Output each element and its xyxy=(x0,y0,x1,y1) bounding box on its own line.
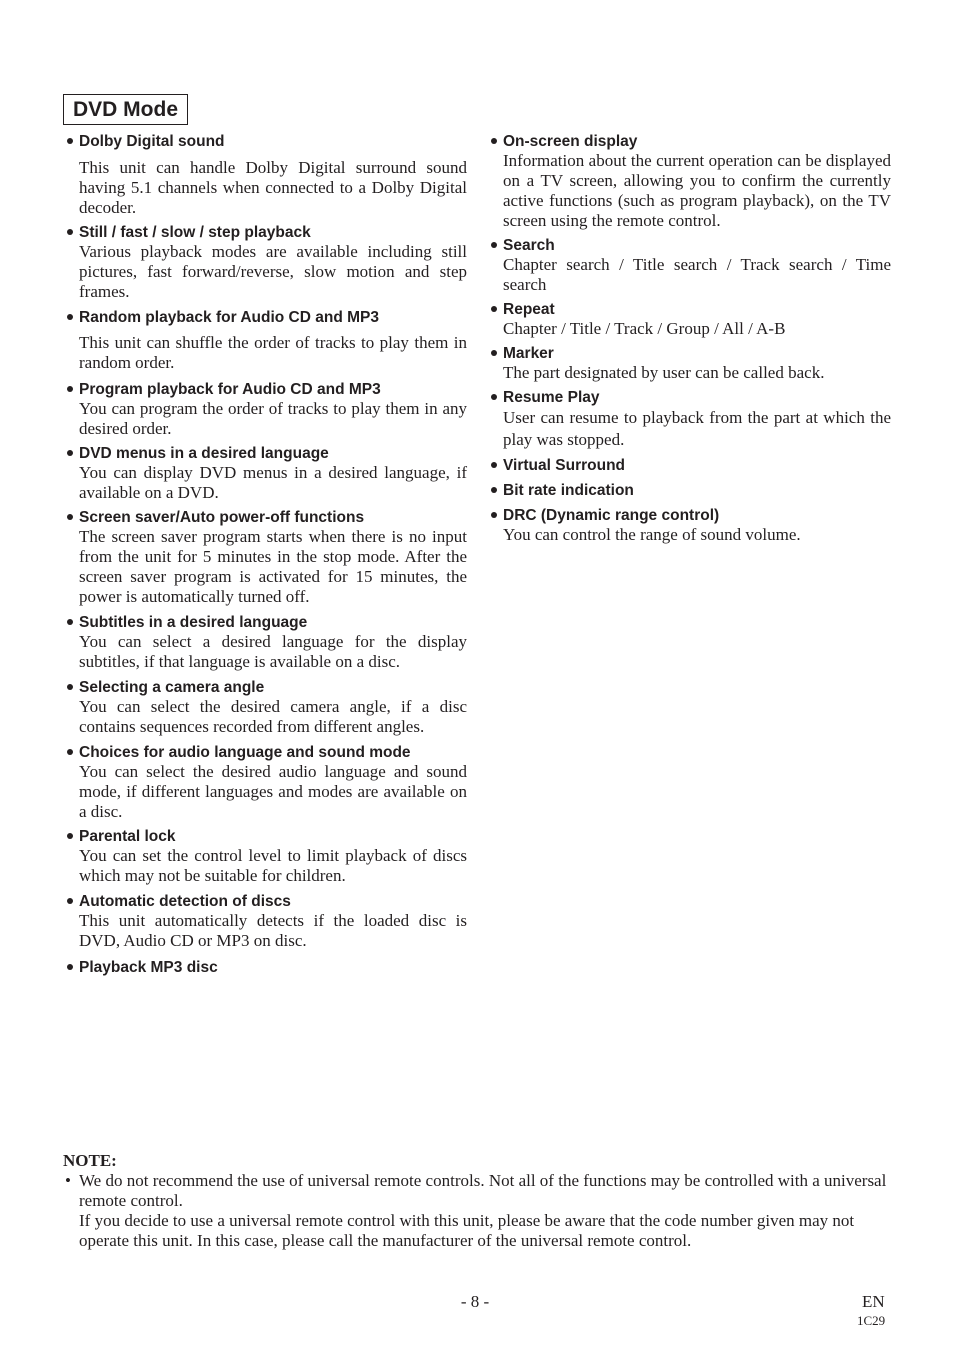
bullet-icon xyxy=(491,487,497,493)
feature-description: You can select the desired camera angle, if a disc contains sequences recorded from different angles. xyxy=(79,697,467,736)
feature-heading: DRC (Dynamic range control) xyxy=(503,507,720,524)
feature-item xyxy=(63,445,467,503)
bullet-icon xyxy=(491,138,497,144)
note-paragraph: We do not recommend the use of universal remote controls. Not all of the functions may be controlled with a universal remote control. xyxy=(79,1171,887,1210)
feature-description: This unit can handle Dolby Digital surround sound having 5.1 channels when connected to a Dolby Digital decoder. xyxy=(79,158,467,217)
right-feature-column xyxy=(487,133,891,545)
feature-heading: Repeat xyxy=(503,301,555,318)
feature-heading: Bit rate indication xyxy=(503,482,634,499)
feature-description: The part designated by user can be called back. xyxy=(503,363,825,382)
feature-item xyxy=(63,509,467,607)
page-number: - 8 - xyxy=(460,1292,490,1311)
left-feature-column xyxy=(63,133,467,977)
language-code: EN xyxy=(862,1292,885,1311)
bullet-icon xyxy=(491,462,497,468)
bullet-icon xyxy=(67,386,73,392)
note-title: NOTE: xyxy=(63,1151,117,1170)
feature-item xyxy=(487,345,891,383)
feature-item xyxy=(63,381,467,439)
note-paragraph: If you decide to use a universal remote control with this unit, please be aware that the code number given may not operate this unit. In this case, please call the manufacturer of the universal remote control. xyxy=(79,1211,855,1250)
feature-description: This unit automatically detects if the loaded disc is DVD, Audio CD or MP3 on disc. xyxy=(79,911,467,950)
feature-heading: Dolby Digital sound xyxy=(79,133,225,150)
feature-item xyxy=(487,482,891,500)
feature-item xyxy=(63,744,467,822)
feature-item xyxy=(487,237,891,295)
feature-heading: Parental lock xyxy=(79,828,176,845)
feature-item xyxy=(487,133,891,231)
bullet-icon xyxy=(67,964,73,970)
feature-heading: Random playback for Audio CD and MP3 xyxy=(79,309,379,326)
feature-item xyxy=(487,507,891,545)
feature-heading: Program playback for Audio CD and MP3 xyxy=(79,381,381,398)
feature-heading: Playback MP3 disc xyxy=(79,959,218,976)
feature-description: The screen saver program starts when there is no input from the unit for 5 minutes in the stop mode. After the screen saver program is activated for 15 minutes, the power is automatically turned off. xyxy=(79,527,467,606)
feature-description: User can resume to playback from the part at which the play was stopped. xyxy=(503,408,891,449)
note-section xyxy=(63,1151,893,1251)
feature-description: This unit can shuffle the order of tracks to play them in random order. xyxy=(79,333,467,372)
bullet-icon xyxy=(67,684,73,690)
bullet-icon xyxy=(491,394,497,400)
feature-item xyxy=(63,828,467,886)
bullet-icon xyxy=(491,350,497,356)
bullet-icon xyxy=(67,450,73,456)
feature-description: Information about the current operation can be displayed on a TV screen, allowing you to confirm the currently active functions (such as program playback), on the TV screen using the remote control. xyxy=(503,151,891,230)
feature-item xyxy=(63,679,467,737)
section-title: DVD Mode xyxy=(63,94,188,125)
feature-item xyxy=(63,224,467,302)
feature-item xyxy=(63,959,467,977)
feature-heading: Marker xyxy=(503,345,554,362)
feature-item xyxy=(487,457,891,475)
bullet-icon xyxy=(67,138,73,144)
feature-heading: DVD menus in a desired language xyxy=(79,445,329,462)
feature-heading: Selecting a camera angle xyxy=(79,679,265,696)
feature-heading: Resume Play xyxy=(503,389,600,406)
feature-heading: Choices for audio language and sound mode xyxy=(79,744,411,761)
note-item xyxy=(63,1171,893,1251)
feature-heading: Virtual Surround xyxy=(503,457,626,474)
feature-description: You can control the range of sound volume. xyxy=(503,525,801,544)
bullet-icon xyxy=(491,306,497,312)
feature-item xyxy=(63,133,467,218)
feature-description: Various playback modes are available including still pictures, fast forward/reverse, slow motion and step frames. xyxy=(79,242,467,301)
bullet-icon xyxy=(67,619,73,625)
feature-item xyxy=(63,614,467,672)
feature-description: Chapter search / Title search / Track search / Time search xyxy=(503,255,891,294)
bullet-icon xyxy=(67,314,73,320)
feature-heading: Screen saver/Auto power-off functions xyxy=(79,509,365,526)
feature-description: You can select a desired language for the display subtitles, if that language is available on a disc. xyxy=(79,632,467,671)
feature-description: You can select the desired audio language and sound mode, if different languages and modes are available on a disc. xyxy=(79,762,467,821)
feature-description: You can program the order of tracks to play them in any desired order. xyxy=(79,399,467,438)
bullet-icon xyxy=(67,833,73,839)
note-bullet: • xyxy=(65,1171,71,1190)
model-code: 1C29 xyxy=(857,1313,886,1328)
feature-heading: Still / fast / slow / step playback xyxy=(79,224,311,241)
bullet-icon xyxy=(67,229,73,235)
feature-description: Chapter / Title / Track / Group / All / A-B xyxy=(503,319,786,338)
feature-heading: Subtitles in a desired language xyxy=(79,614,308,631)
bullet-icon xyxy=(67,898,73,904)
feature-heading: Automatic detection of discs xyxy=(79,893,291,910)
bullet-icon xyxy=(491,512,497,518)
feature-item xyxy=(487,389,891,451)
feature-item xyxy=(63,893,467,951)
feature-heading: Search xyxy=(503,237,555,254)
feature-heading: On-screen display xyxy=(503,133,638,150)
bullet-icon xyxy=(67,749,73,755)
bullet-icon xyxy=(491,242,497,248)
feature-description: You can set the control level to limit playback of discs which may not be suitable for children. xyxy=(79,846,467,885)
feature-item xyxy=(487,301,891,339)
feature-description: You can display DVD menus in a desired language, if available on a DVD. xyxy=(79,463,467,502)
feature-item xyxy=(63,309,467,373)
bullet-icon xyxy=(67,514,73,520)
